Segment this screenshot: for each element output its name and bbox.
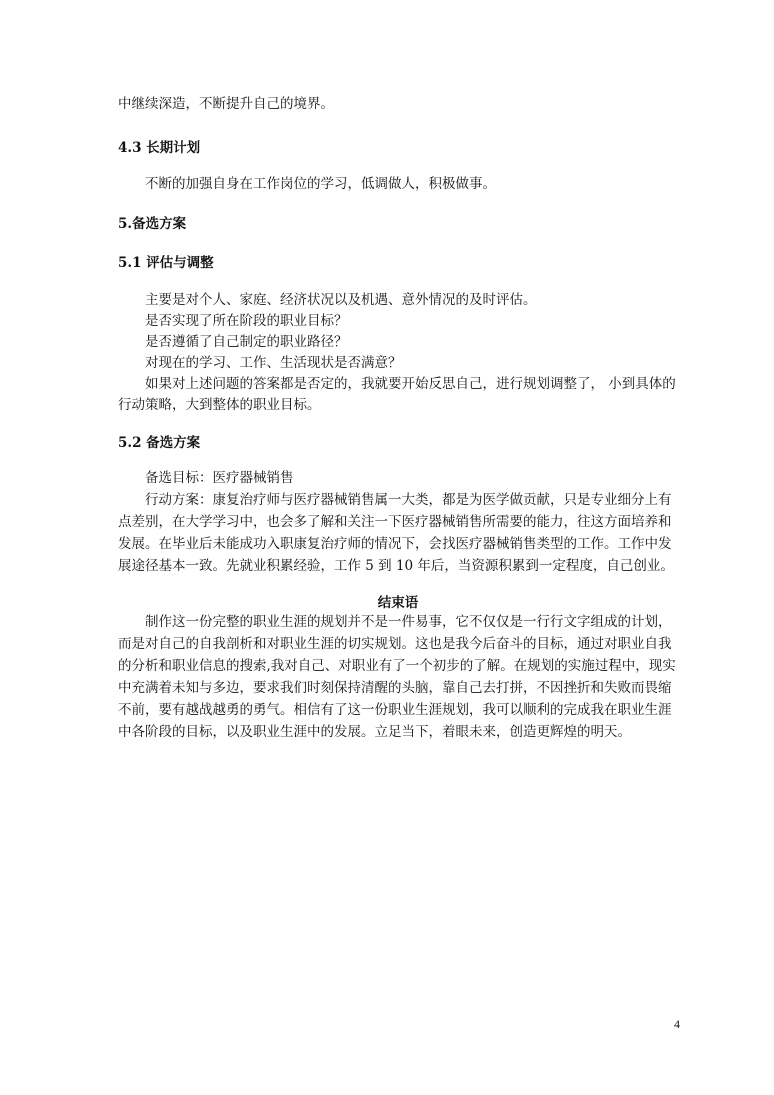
page-number: 4: [674, 1017, 680, 1031]
text-line: 发展。在毕业后未能成功入职康复治疗师的情况下，会找医疗器械销售类型的工作。工作中发: [118, 536, 672, 552]
heading-5: 5.备选方案: [118, 216, 187, 232]
paragraph-continuation: 中继续深造，不断提升自己的境界。: [118, 96, 334, 112]
heading-5-1: 5.1 评估与调整: [118, 255, 214, 271]
text-line: 不前，要有越战越勇的勇气。相信有了这一份职业生涯规划，我可以顺利的完成我在职业生涯: [118, 702, 672, 718]
text-line: 备选目标：医疗器械销售: [145, 470, 294, 486]
text-line: 点差别，在大学学习中，也会多了解和关注一下医疗器械销售所需要的能力，往这方面培养和: [118, 514, 672, 530]
text-line: 而是对自己的自我剖析和对职业生涯的切实规划。这也是我今后奋斗的目标，通过对职业自我: [118, 636, 672, 652]
text-line: 是否实现了所在阶段的职业目标？: [145, 313, 348, 329]
text-line: 对现在的学习、工作、生活现状是否满意？: [145, 355, 402, 371]
text-line: 制作这一份完整的职业生涯的规划并不是一件易事，它不仅仅是一行行文字组成的计划，: [145, 614, 672, 630]
text-line: 如果对上述问题的答案都是否定的，我就要开始反思自己，进行规划调整了， 小到具体的: [145, 376, 676, 392]
text-line: 行动策略，大到整体的职业目标。: [118, 397, 321, 413]
heading-4-3: 4.3 长期计划: [118, 140, 201, 156]
text-line: 展途径基本一致。先就业积累经验，工作 5 到 10 年后，当资源积累到一定程度，自己创业。: [118, 558, 674, 574]
conclusion-title: 结束语: [377, 595, 419, 611]
text-line: 中充满着未知与多边，要求我们时刻保持清醒的头脑，靠自己去打拼，不因挫折和失败而畏缩: [118, 680, 672, 696]
text-line: 的分析和职业信息的搜索,我对自己、对职业有了一个初步的了解。在规划的实施过程中，现实: [118, 658, 676, 674]
paragraph-long-term-plan: 不断的加强自身在工作岗位的学习，低调做人，积极做事。: [145, 176, 496, 192]
text-line: 是否遵循了自己制定的职业路径？: [145, 334, 348, 350]
heading-5-2: 5.2 备选方案: [118, 435, 201, 451]
text-line: 中各阶段的目标，以及职业生涯中的发展。立足当下，着眼未来，创造更辉煌的明天。: [118, 724, 631, 740]
text-line: 行动方案：康复治疗师与医疗器械销售属一大类，都是为医学做贡献，只是专业细分上有: [145, 492, 672, 508]
text-line: 主要是对个人、家庭、经济状况以及机遇、意外情况的及时评估。: [145, 292, 537, 308]
